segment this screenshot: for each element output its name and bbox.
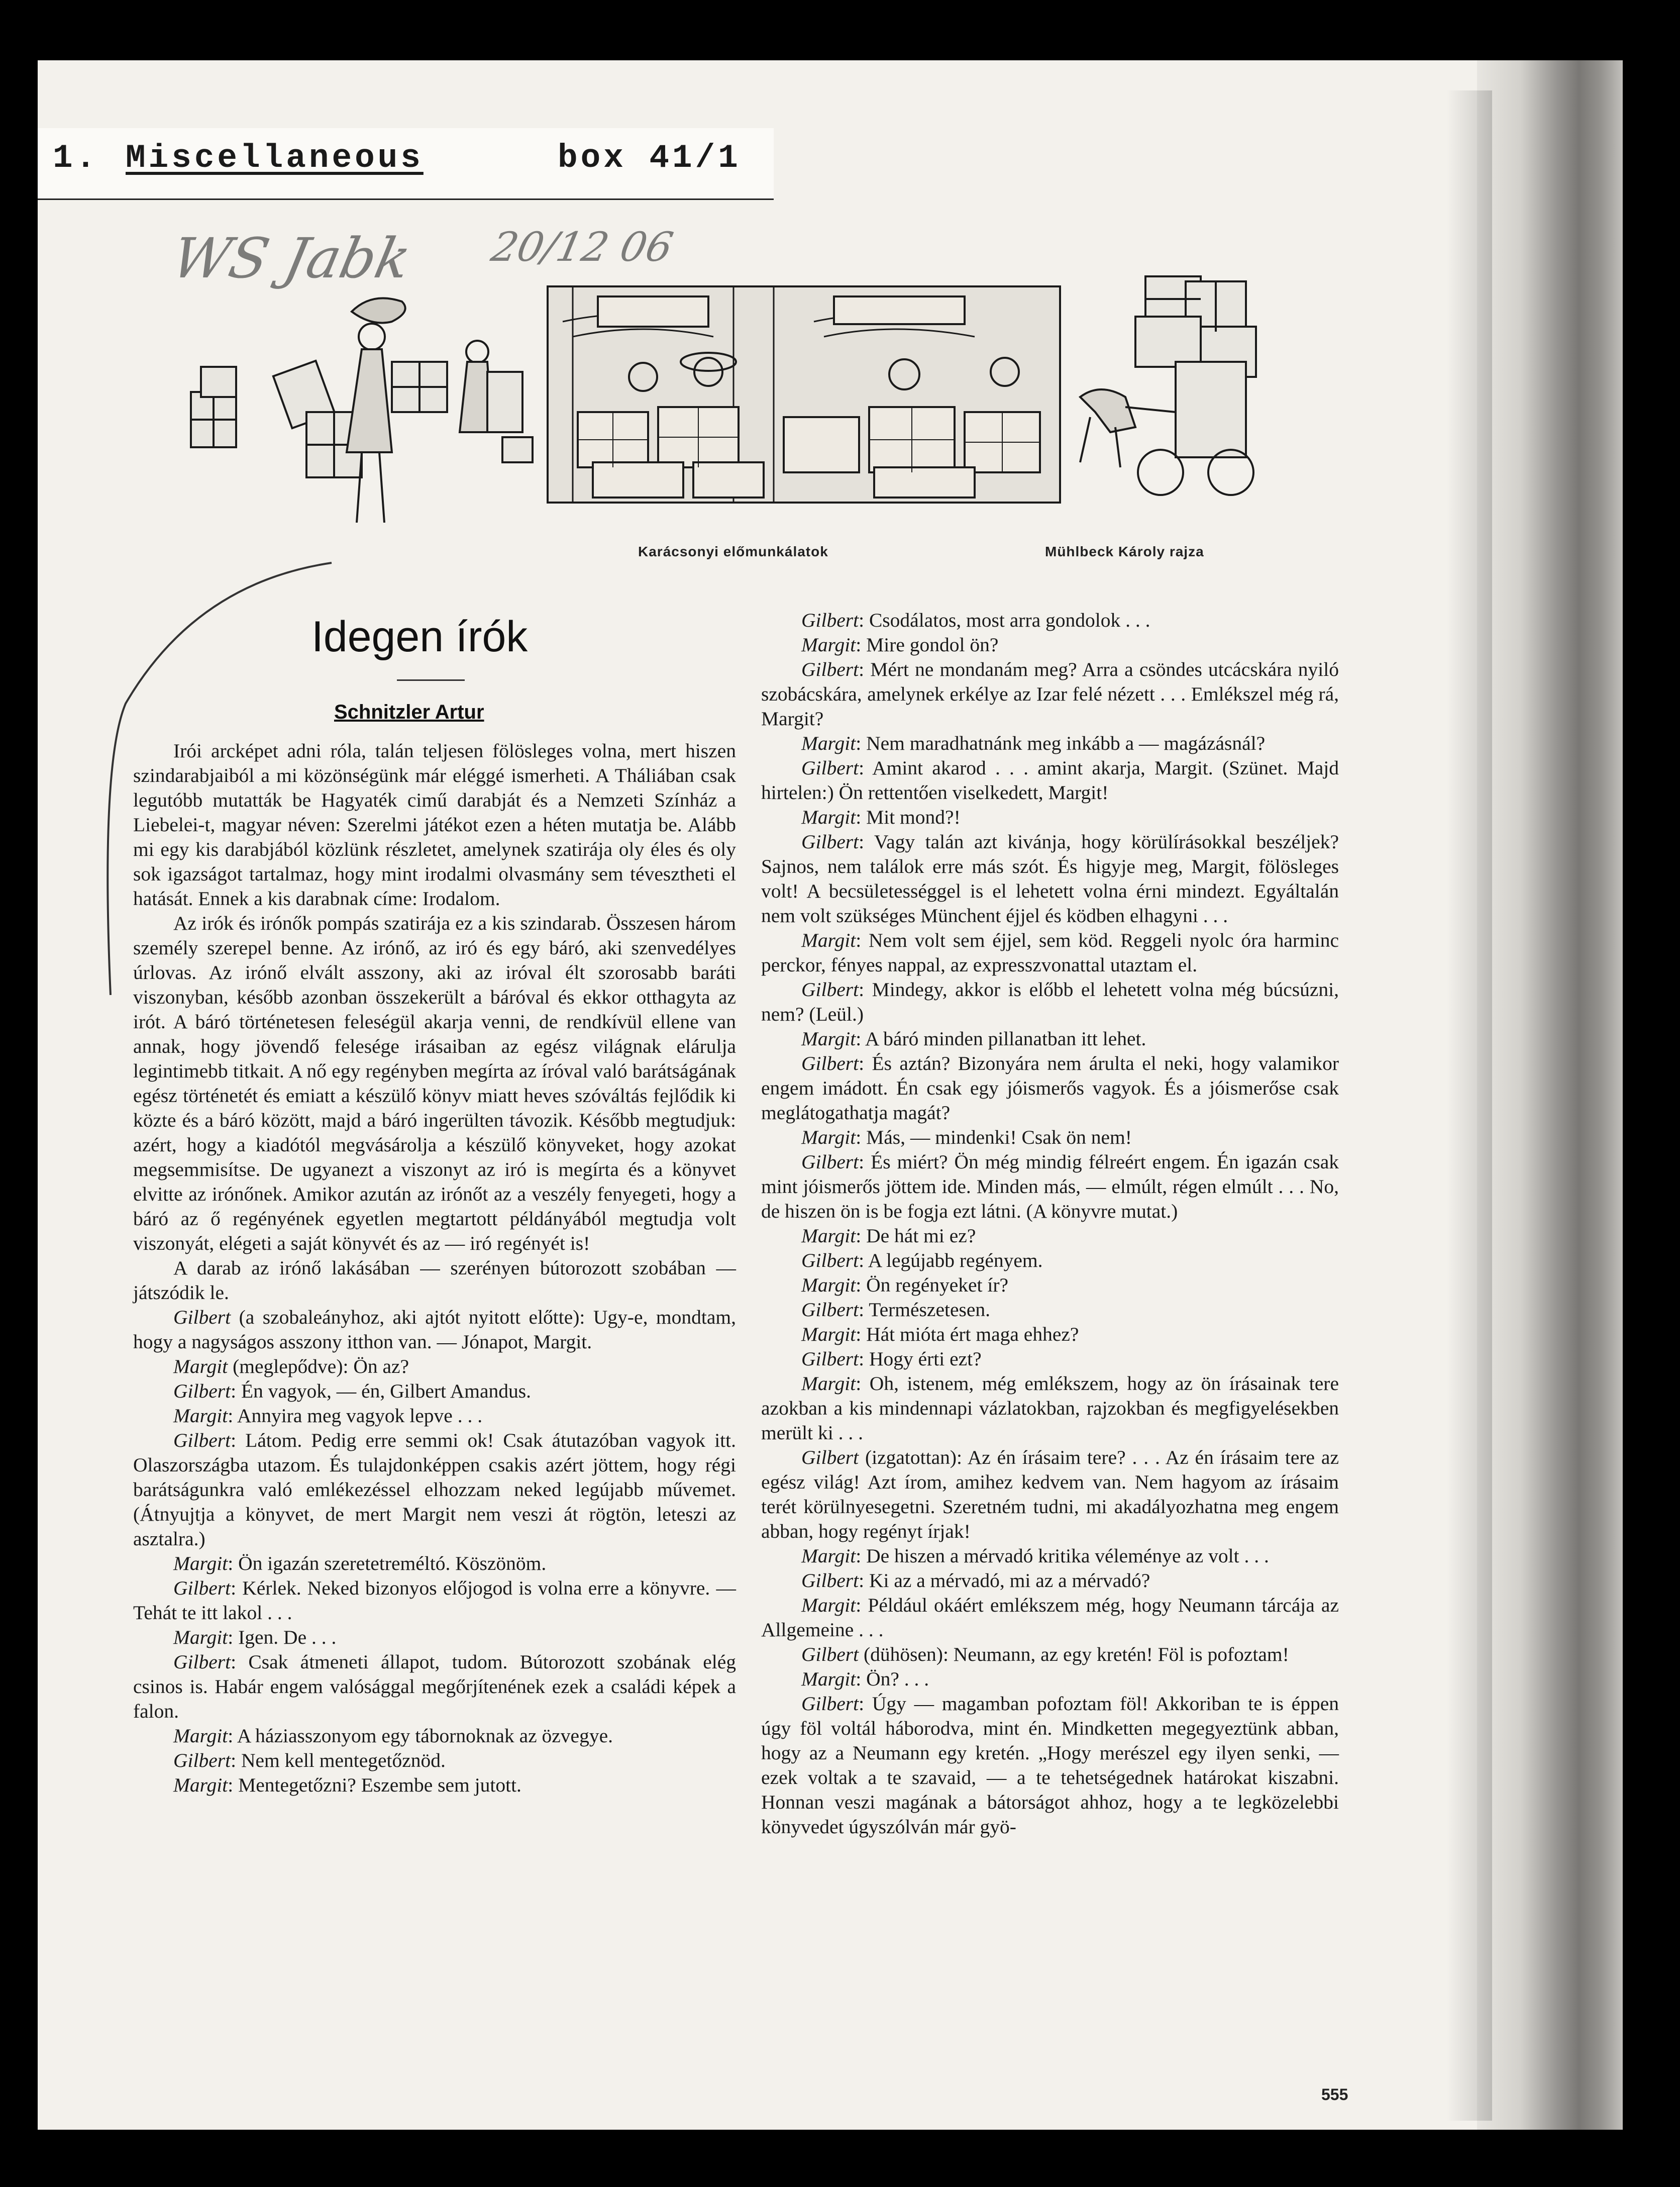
paragraph-text: : De hiszen a mérvadó kritika véleménye az volt . . . <box>856 1545 1269 1567</box>
dialogue-line <box>761 731 1339 756</box>
speaker-name: Margit <box>801 732 856 754</box>
article-column-right <box>761 608 1339 1839</box>
paragraph-text: : Nem maradhatnánk meg inkább a — magázásnál? <box>856 732 1266 754</box>
speaker-name: Gilbert <box>801 1569 859 1592</box>
paragraph-text: : De hát mi ez? <box>856 1225 976 1247</box>
title-rule <box>397 679 465 681</box>
speaker-name: Margit <box>801 806 856 828</box>
paragraph-text: (meglepődve): Ön az? <box>228 1355 409 1377</box>
paragraph-text: Az irók és irónők pompás szatirája ez a kis szindarab. Összesen három személy szerepel benne. Az irónő, az iró és egy báró, aki szenvedélyes úrlovas. Az irónő elvált asszony, aki az iróval élt szorosabb baráti viszonyban, később azonban összekerült a báróval és ekkor otthagyta az irót. A báró történetesen feleségül akarja venni, de rendkívül ellene van annak, hogy jövendő felesége irásaiban az egész világnak elárulja legintimebb titkait. A nő egy regényben megírta az íróval való barátságának egész történetét és emiatt a készülő könyv miatt heves szóváltás fejlődik ki közte és a báró között, majd a báró ingerülten távozik. Később megtudjuk: azért, hogy a kiadótól megvásárolja a készülő könyveket, hogy azokat megsemmisítse. De ugyanezt a viszonyt az iró is megírta és a könyvet elvitte az irónőnek. Amikor azután az irónőt az a veszély fenyegeti, hogy a báró az ő regényének egyetlen megtartott példányából megtudja volt viszonyát, elégeti a saját könyvét és az — iró regényét is! <box>133 912 736 1254</box>
speaker-name: Gilbert <box>801 1052 859 1074</box>
dialogue-line <box>133 1354 736 1379</box>
speaker-name: Gilbert <box>173 1429 231 1451</box>
paragraph-text: : Amint akarod . . . amint akarja, Margit. (Szünet. Majd hirtelen:) Ön rettentően viselkedett, Margit! <box>761 757 1339 804</box>
dialogue-line <box>761 633 1339 657</box>
dialogue-line <box>761 1667 1339 1692</box>
paragraph-text: A darab az irónő lakásában — szerényen bútorozott szobában — játszódik le. <box>133 1257 736 1304</box>
dialogue-line <box>761 1642 1339 1667</box>
paragraph-text: : Úgy — magamban pofoztam föl! Akkoriban te is éppen úgy föl voltál háborodva, mint én. Mindketten megegyeztünk abban, hogy az a Neumann egy kretén. „Hogy merészel egy ilyen senki, — ezek voltak a te szavaid, — a te tehetségednek határokat kiszabni. Honnan veszi magának a bátorságot ahhoz, hogy a te legközelebbi könyvedet úgyszólván már gyö- <box>761 1693 1339 1838</box>
paragraph-text: : Hát mióta ért maga ehhez? <box>856 1323 1079 1345</box>
speaker-name: Margit <box>801 1668 856 1690</box>
paragraph-text: : Én vagyok, — én, Gilbert Amandus. <box>231 1380 532 1402</box>
dialogue-line <box>761 1027 1339 1051</box>
label-box: box 41/1 <box>558 139 741 177</box>
dialogue-line <box>133 1404 736 1428</box>
paragraph-text: : A báró minden pillanatban itt lehet. <box>856 1028 1146 1050</box>
speaker-name: Margit <box>801 1323 856 1345</box>
speaker-name: Margit <box>801 634 856 656</box>
dialogue-line <box>133 1625 736 1650</box>
speaker-name: Gilbert <box>173 1306 231 1328</box>
dialogue-line <box>133 1305 736 1354</box>
dialogue-line <box>761 1298 1339 1322</box>
dialogue-line <box>761 1568 1339 1593</box>
speaker-name: Gilbert <box>801 609 859 631</box>
paragraph-text: : Hogy érti ezt? <box>859 1348 982 1370</box>
dialogue-line <box>761 1248 1339 1273</box>
label-number: 1. <box>53 139 99 177</box>
speaker-name: Margit <box>801 1274 856 1296</box>
speaker-name: Margit <box>173 1774 228 1796</box>
dialogue-line <box>761 756 1339 805</box>
dialogue-line <box>761 1125 1339 1150</box>
article-paragraph <box>133 1256 736 1305</box>
paragraph-text: : Ki az a mérvadó, mi az a mérvadó? <box>859 1569 1150 1592</box>
dialogue-line <box>761 928 1339 977</box>
speaker-name: Gilbert <box>801 1693 859 1715</box>
article-paragraph <box>133 911 736 1256</box>
speaker-name: Gilbert <box>801 1643 859 1665</box>
paragraph-text: : Nem volt sem éjjel, sem köd. Reggeli nyolc óra harminc perckor, fényes nappal, az expresszvonattal utaztam el. <box>761 929 1339 976</box>
dialogue-line <box>761 1322 1339 1347</box>
speaker-name: Gilbert <box>801 831 859 853</box>
paragraph-text: : Más, — mindenki! Csak ön nem! <box>856 1126 1132 1148</box>
paragraph-text: : Például okáért emlékszem még, hogy Neumann tárcája az Allgemeine . . . <box>761 1594 1339 1641</box>
christmas-illustration <box>181 261 1306 523</box>
speaker-name: Margit <box>801 1545 856 1567</box>
speaker-name: Margit <box>801 1372 856 1395</box>
speaker-name: Gilbert <box>801 978 859 1001</box>
dialogue-line <box>133 1748 736 1773</box>
paragraph-text: : Oh, istenem, még emlékszem, hogy az ön írásainak tere azokban a kis mindennapi vázlatokban, rajzokban és megfigyelésekben merült ki . . . <box>761 1372 1339 1444</box>
dialogue-line <box>761 1150 1339 1224</box>
dialogue-line <box>133 1428 736 1551</box>
dialogue-line <box>133 1773 736 1798</box>
speaker-name: Margit <box>173 1405 228 1427</box>
speaker-name: Margit <box>801 1028 856 1050</box>
dialogue-line <box>761 1347 1339 1371</box>
article-author: Schnitzler Artur <box>334 701 484 723</box>
paragraph-text: : Mindegy, akkor is előbb el lehetett volna még búcsúzni, nem? (Leül.) <box>761 978 1339 1025</box>
speaker-name: Gilbert <box>801 1446 859 1468</box>
paragraph-text: : És aztán? Bizonyára nem árulta el neki, hogy valamikor engem imádott. Én csak egy jóismerős vagyok. És a jóismerőse csak meglátogathatja magát? <box>761 1052 1339 1124</box>
paragraph-text: : Annyira meg vagyok lepve . . . <box>228 1405 483 1427</box>
dialogue-line <box>761 1224 1339 1248</box>
dialogue-line <box>761 977 1339 1027</box>
paragraph-text: : Mire gondol ön? <box>856 634 999 656</box>
speaker-name: Margit <box>801 1225 856 1247</box>
caption-left: Karácsonyi előmunkálatok <box>638 544 828 559</box>
speaker-name: Gilbert <box>801 757 859 779</box>
paragraph-text: : Ön? . . . <box>856 1668 929 1690</box>
speaker-name: Gilbert <box>801 1151 859 1173</box>
paragraph-text: : A legújabb regényem. <box>859 1249 1043 1271</box>
speaker-name: Gilbert <box>173 1380 231 1402</box>
dialogue-line <box>761 1544 1339 1568</box>
paragraph-text: (a szobaleányhoz, aki ajtót nyitott előtte): Ugy-e, mondtam, hogy a nagyságos asszony itthon van. — Jónapot, Margit. <box>133 1306 736 1353</box>
dialogue-line <box>761 1445 1339 1544</box>
paragraph-text: : Igen. De . . . <box>228 1626 337 1648</box>
dialogue-line <box>761 1692 1339 1839</box>
dialogue-line <box>761 1371 1339 1445</box>
dialogue-line <box>761 657 1339 731</box>
page-number: 555 <box>1321 2085 1348 2104</box>
paragraph-text: : Nem kell mentegetőznöd. <box>231 1749 446 1771</box>
speaker-name: Gilbert <box>801 1299 859 1321</box>
speaker-name: Margit <box>801 1594 856 1616</box>
paragraph-text: : Mentegetőzni? Eszembe sem jutott. <box>228 1774 521 1796</box>
paragraph-text: (izgatottan): Az én írásaim tere? . . . Az én írásaim tere az egész világ! Azt írom, amihez kedvem van. Nem hagyom az írásaim terét körülnyesegetni. Szeretném tudni, mi akadályozhatna meg engem abban, hogy regényt írjak! <box>761 1446 1339 1542</box>
caption-right: Mühlbeck Károly rajza <box>1045 544 1204 559</box>
handwritten-note-right: 20/12 06 <box>487 224 677 270</box>
scan-shadow-strip <box>1477 60 1623 2130</box>
speaker-name: Gilbert <box>173 1749 231 1771</box>
paragraph-text: Irói arcképet adni róla, talán teljesen fölösleges volna, mert hiszen szindarabjaiból a mi közönségünk már eléggé ismerheti. A Tháliában csak legutóbb mutatták be Hagyaték cimű darabját és a Nemzeti Színház a Liebelei-t, magyar néven: Szerelmi játékot ezen a héten mutatja be. Alább mi egy kis darabjából közlünk részletet, amelynek szatirája oly éles és oly sok igazságot tartalmaz, hogy mint irodalmi olvasmány sem tévesztheti el hatását. Ennek a kis darabnak címe: Irodalom. <box>133 740 736 910</box>
label-series: Miscellaneous <box>126 139 424 177</box>
dialogue-line <box>133 1576 736 1625</box>
paragraph-text: : És miért? Ön még mindig félreért engem. Én igazán csak mint jóismerős jöttem ide. Minden más, — elmúlt, régen elmúlt . . . No, de hiszen ön is be fogja ezt látni. (A könyvre mutat.) <box>761 1151 1339 1222</box>
dialogue-line <box>761 608 1339 633</box>
speaker-name: Gilbert <box>173 1651 231 1673</box>
article-paragraph <box>133 739 736 911</box>
paragraph-text: : Vagy talán azt kivánja, hogy körülírásokkal beszéljek? Sajnos, nem találok erre más szót. És higyje meg, Margit, fölösleges volt! A becsületességgel is el lehetett volna érni mindezt. Egyáltalán nem volt szükséges Münchent éjjel és ködben elhagyni . . . <box>761 831 1339 927</box>
speaker-name: Margit <box>173 1552 228 1574</box>
scan-shadow-edge <box>1447 90 1492 2121</box>
paragraph-text: : Csodálatos, most arra gondolok . . . <box>859 609 1150 631</box>
dialogue-line <box>133 1650 736 1724</box>
article-title: Idegen írók <box>311 613 528 661</box>
speaker-name: Margit <box>173 1355 228 1377</box>
paragraph-text: : A háziasszonyom egy tábornoknak az özvegye. <box>228 1725 613 1747</box>
speaker-name: Margit <box>801 1126 856 1148</box>
dialogue-line <box>761 1051 1339 1125</box>
dialogue-line <box>133 1379 736 1404</box>
paragraph-text: : Természetesen. <box>859 1299 991 1321</box>
speaker-name: Gilbert <box>173 1577 231 1599</box>
speaker-name: Margit <box>173 1626 228 1648</box>
speaker-name: Gilbert <box>801 658 859 680</box>
paragraph-text: : Látom. Pedig erre semmi ok! Csak átutazóban vagyok itt. Olaszországba utazom. És tulajdonképpen csakis azért jöttem, hogy régi barátságunkra való emlékezéssel elhozzam neked legújabb művemet. (Átnyujtja a könyvet, de mert Margit nem veszi át rögtön, leteszi az asztalra.) <box>133 1429 736 1550</box>
archive-label <box>38 128 774 200</box>
speaker-name: Margit <box>801 929 856 951</box>
paragraph-text: : Kérlek. Neked bizonyos előjogod is volna erre a könyvre. — Tehát te itt lakol . . . <box>133 1577 736 1624</box>
handwritten-note-left: WS Jabk <box>166 226 416 290</box>
dialogue-line <box>761 830 1339 928</box>
speaker-name: Gilbert <box>801 1348 859 1370</box>
dialogue-line <box>761 1273 1339 1298</box>
dialogue-line <box>761 1593 1339 1642</box>
paragraph-text: (dühösen): Neumann, az egy kretén! Föl is pofoztam! <box>859 1643 1289 1665</box>
paragraph-text: : Mért ne mondanám meg? Arra a csöndes utcácskára nyiló szobácskára, amelynek erkélye az Izar felé nézett . . . Emlékszel még rá, Margit? <box>761 658 1339 730</box>
paragraph-text: : Ön regényeket ír? <box>856 1274 1009 1296</box>
dialogue-line <box>133 1551 736 1576</box>
paragraph-text: : Ön igazán szeretetreméltó. Köszönöm. <box>228 1552 547 1574</box>
dialogue-line <box>761 805 1339 830</box>
paragraph-text: : Csak átmeneti állapot, tudom. Bútorozott szobának elég csinos is. Habár engem valósággal megőrjítenének ezek a családi képek a falon. <box>133 1651 736 1722</box>
paragraph-text: : Mit mond?! <box>856 806 961 828</box>
dialogue-line <box>133 1724 736 1748</box>
article-column-left <box>133 739 736 1798</box>
speaker-name: Gilbert <box>801 1249 859 1271</box>
speaker-name: Margit <box>173 1725 228 1747</box>
